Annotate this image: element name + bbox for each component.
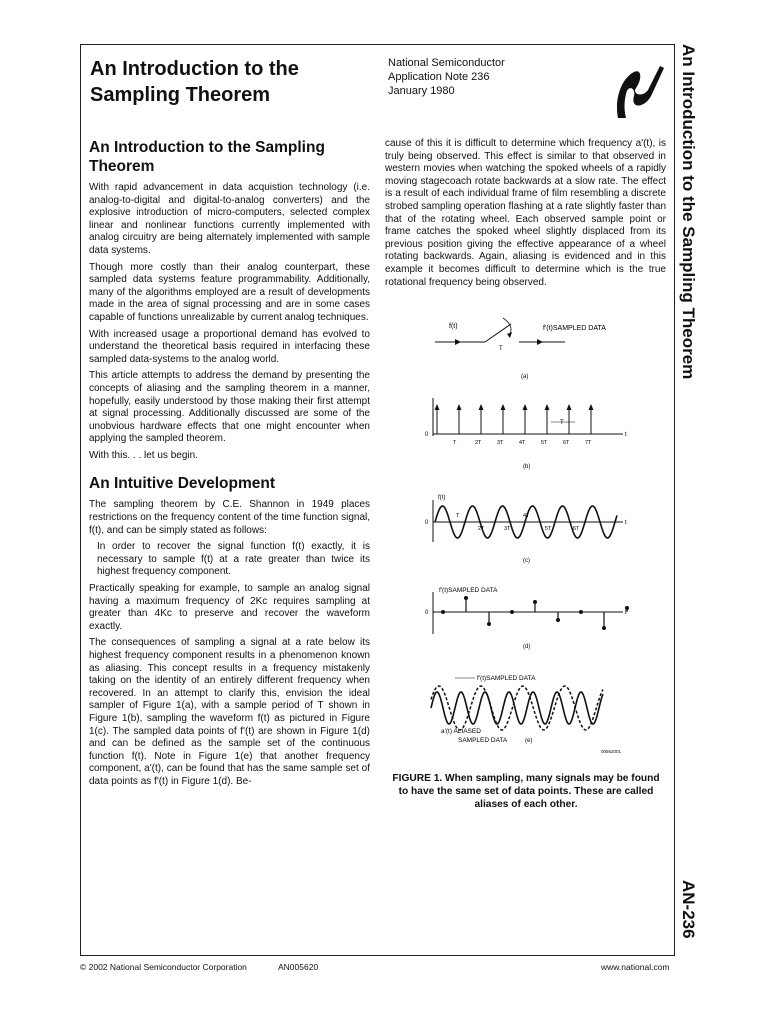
- paragraph: This article attempts to address the demand by presenting the concepts of aliasing and the sampling theorem in a manner, hopefully, easily understood by those making their first attempt at signal processing. Additionally discussed are some of the unobvious hardware effects that one might encounter when applying the sampled theorem.: [89, 370, 370, 445]
- right-column: [385, 138, 666, 293]
- figure-1c-waveform: [425, 495, 627, 564]
- section-heading-intro: An Introduction to the Sampling Theorem: [89, 139, 325, 175]
- axis-c: t: [625, 520, 627, 526]
- left-column: [89, 138, 370, 793]
- sample-point: [533, 600, 537, 604]
- tick-4T: 4T: [519, 440, 526, 446]
- caption-d: (d): [523, 644, 531, 650]
- zero-d: 0: [425, 610, 429, 616]
- footer-url: www.national.com: [601, 962, 670, 972]
- paragraph: cause of this it is difficult to determine which frequency a'(t), is truly being observed. This effect is similar to that observed in western movies when watching the spoked wheels of a rapidly moving stagecoach rotate backwards at a slow rate. The effect is a result of each individual frame of film resembling a discrete strobed sampling operation flashing at a rate slightly faster than that of the rotating wheel. Each observed sample point or frame catches the spoked wheel slightly displaced from its previous position giving the effective appearance of a wheel rotating backwards. Again, aliasing is evidenced and in this example it becomes difficult to determine which is the true rotational frequency being observed.: [385, 138, 666, 288]
- tick-6T: 6T: [563, 440, 570, 446]
- paragraph: Practically speaking for example, to sample an analog signal having a maximum frequency of 2Kc requires sampling at greater than 4Kc to preserve and recover the waveform exactly.: [89, 583, 370, 632]
- sample-point: [487, 622, 491, 626]
- paragraph: With rapid advancement in data acquistion technology (i.e. analog-to-digital and digital-to-analog converters) and the explosive introduction of micro-computers, selected complex linear and nonlinear functions currently implemented with analog circuitry are being alternately implemented with sample data systems.: [89, 182, 370, 256]
- side-title: [676, 44, 696, 444]
- tick-c-T: T: [456, 513, 460, 519]
- zero-c: 0: [425, 520, 429, 526]
- label-e-aliased: a'(t) ALIASED: [441, 728, 481, 735]
- caption-a: (a): [521, 374, 529, 380]
- figure-1a-sampler: [435, 318, 606, 380]
- figure-1b-impulse-train: [425, 398, 627, 470]
- sample-point: [441, 610, 445, 614]
- tick-2T: 2T: [475, 440, 482, 446]
- paragraph: With increased usage a proportional demand has evolved to understand the theoretical basis required in interfacing these sampled data-systems to the analog world.: [89, 328, 370, 365]
- tick-7T: 7T: [585, 440, 592, 446]
- figure-1: [385, 310, 666, 770]
- sample-point: [579, 610, 583, 614]
- publisher-info: [388, 56, 505, 98]
- publisher-line-2: Application Note 236: [388, 71, 490, 83]
- tick-c-2T: 2T: [478, 526, 485, 532]
- impulse-arrow: [435, 404, 440, 410]
- zero-b: 0: [425, 432, 429, 438]
- publisher-line-3: January 1980: [388, 85, 455, 97]
- label-e-sampled-2: SAMPLED DATA: [458, 737, 508, 744]
- impulse-arrow: [567, 404, 572, 410]
- paragraph: The sampling theorem by C.E. Shannon in 1949 places restrictions on the frequency content of the time function signal, f(t), and can be simply stated as follows:: [89, 499, 370, 536]
- tick-c-3T: 3T: [504, 526, 511, 532]
- label-ft: f(t): [449, 323, 458, 330]
- figure-1d-sampled-data: [425, 587, 629, 650]
- paragraph: With this. . . let us begin.: [89, 449, 198, 461]
- sample-point: [556, 618, 560, 622]
- side-code-text: AN-236: [679, 880, 698, 939]
- side-title-text: An Introduction to the Sampling Theorem: [679, 44, 698, 380]
- caption-b: (b): [523, 464, 531, 470]
- impulse-arrow: [589, 404, 594, 410]
- tick-T: T: [453, 440, 457, 446]
- publisher-line-1: National Semiconductor: [388, 57, 505, 69]
- paragraph: Though more costly than their analog counterpart, these sampled data systems feature programmability. Additionally, many of the algorithms employed are a result of developments made in the area of signal processing and are in some cases capable of functions unrealizable by current analog techniques.: [89, 261, 370, 323]
- side-code: [676, 880, 696, 960]
- sample-point: [464, 596, 468, 600]
- sample-point: [602, 626, 606, 630]
- footer-copyright: © 2002 National Semiconductor Corporation: [80, 962, 247, 972]
- axis-b: t: [625, 432, 627, 438]
- caption-c: (c): [523, 558, 530, 564]
- figure-caption: FIGURE 1. When sampling, many signals may be found to have the same set of data points. These are called aliases of each other.: [392, 773, 660, 810]
- tick-c-6T: 6T: [573, 526, 580, 532]
- label-t-switch: T: [499, 346, 503, 352]
- sample-point: [510, 610, 514, 614]
- tick-5T: 5T: [541, 440, 548, 446]
- figure-1e-aliasing: [431, 675, 622, 754]
- label-c-ft: f(t): [438, 495, 446, 501]
- impulse-arrow: [457, 404, 462, 410]
- section-heading-intuitive: An Intuitive Development: [89, 475, 276, 493]
- tick-c-5T: 5T: [545, 526, 552, 532]
- paragraph: The consequences of sampling a signal at a rate below its highest frequency component results in a phenomenon known as aliasing. This concept results in a frequency mistakenly taking on the identity of an entirely different frequency when recovered. In an attempt to clarify this, envision the ideal sampler of Figure 1(a), with a sample period of T shown in Figure 1(b), sampling the waveform f(t) as pictured in Figure 1(c). The sampled data points of f'(t) are shown in Figure 1(d) and can be defined as the sample set of the continuous function f(t). Note in Figure 1(e) that another frequency component, a'(t), can be found that has the same sample set of data points as f'(t) in Figure 1(d). Be-: [89, 637, 370, 787]
- impulse-arrow: [501, 404, 506, 410]
- page-title: An Introduction to the Sampling Theorem: [90, 58, 299, 106]
- label-sampled-a: f'(t)SAMPLED DATA: [543, 325, 606, 332]
- national-semiconductor-logo: [612, 58, 666, 122]
- axis-d: t: [625, 610, 627, 616]
- tick-3T: 3T: [497, 440, 504, 446]
- impulse-arrow: [479, 404, 484, 410]
- label-e-sampled: f'(t)SAMPLED DATA: [477, 675, 536, 682]
- tick-c-4T: 4T: [523, 513, 530, 519]
- footer-code: AN005620: [278, 962, 319, 972]
- impulse-arrow: [545, 404, 550, 410]
- period-T: T: [560, 420, 564, 426]
- figure-id: 00562001: [601, 749, 622, 754]
- sample-point: [625, 606, 629, 610]
- impulse-arrow: [523, 404, 528, 410]
- theorem-statement: In order to recover the signal function f(t) exactly, it is necessary to sample f(t) at a rate greater than twice its highest frequency component.: [97, 541, 370, 578]
- label-d: f'(t)SAMPLED DATA: [439, 587, 498, 594]
- caption-e: (e): [525, 738, 533, 744]
